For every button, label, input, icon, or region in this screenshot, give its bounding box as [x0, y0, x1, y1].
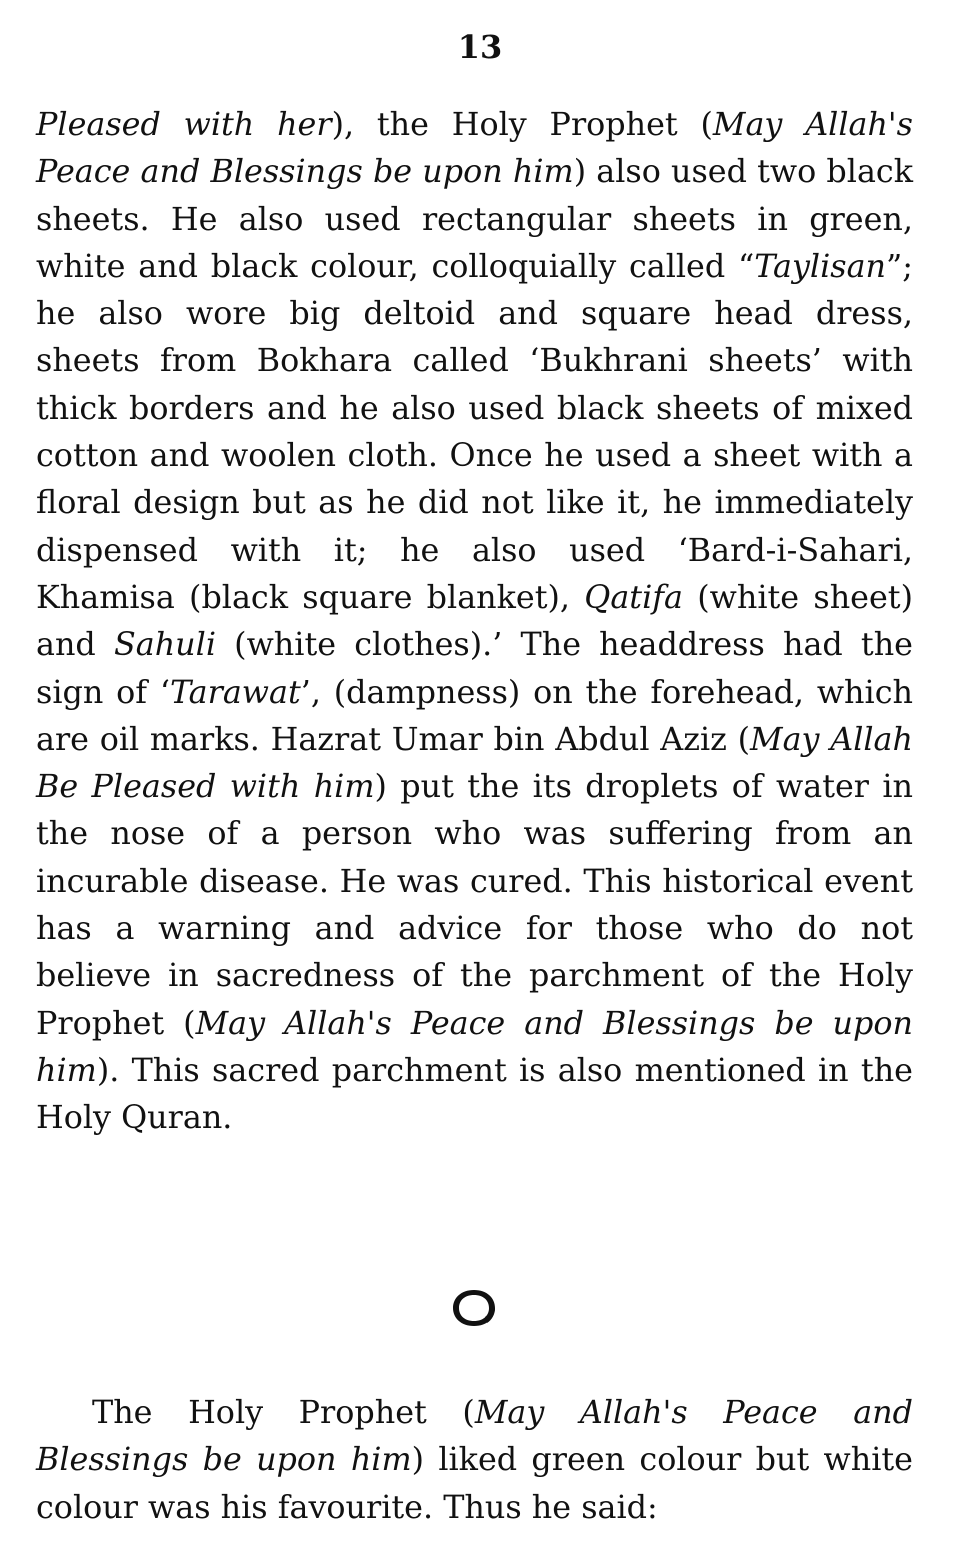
text-span: ) also used two black sheets. He also used rectangular sheets in green, white and black colour, colloquially called “	[36, 153, 913, 285]
honorific-phrase: May Allah's Peace and Blessings be upon him	[36, 1394, 913, 1479]
text-span: (white clothes).’ The headdress had the sign of ‘	[36, 626, 913, 711]
honorific-phrase: May Allah's Peace and Blessings be upon him	[36, 1004, 913, 1089]
body-paragraph-2	[36, 1389, 913, 1531]
text-span: ”; he also wore big deltoid and square head dress, sheets from Bokhara called ‘Bukhrani sheets’ with thick borders and he also used black sheets of mixed cotton and woolen cloth. Once he used a sheet with a floral design but as he did not like it, he immediately dispensed with it; he also used ‘Bard-i-Sahari, Khamisa (black square blanket),	[36, 247, 913, 616]
italic-phrase: Pleased with her	[36, 106, 332, 143]
term-sahuli: Sahuli	[113, 626, 217, 664]
text-span: ), the Holy Prophet (	[331, 106, 713, 143]
honorific-phrase: May Allah Be Pleased with him	[36, 720, 913, 806]
circle-ornament-icon	[449, 1287, 499, 1329]
body-paragraph-1	[36, 101, 913, 1142]
term-qatifa: Qatifa	[584, 578, 683, 616]
term-tarawat: Tarawat	[169, 673, 301, 711]
text-span: ) put the its droplets of water in the nose of a person who was suffering from an incurable disease. He was cured. This historical event has a warning and advice for those who do not believe in sacredness of the parchment of the Holy Prophet (	[36, 768, 913, 1042]
text-span: (white sheet) and	[36, 578, 913, 664]
term-taylisan: Taylisan	[754, 247, 887, 285]
text-span: ) liked green colour but white colour was his favourite. Thus he said:	[36, 1441, 913, 1526]
text-span: ’, (dampness) on the forehead, which are oil marks. Hazrat Umar bin Abdul Aziz (	[36, 673, 913, 758]
page-number: 13	[457, 28, 503, 66]
text-span: ). This sacred parchment is also mentioned in the Holy Quran.	[36, 1051, 913, 1137]
honorific-phrase: May Allah's Peace and Blessings be upon him	[36, 106, 913, 191]
text-span: The Holy Prophet (	[92, 1394, 475, 1431]
